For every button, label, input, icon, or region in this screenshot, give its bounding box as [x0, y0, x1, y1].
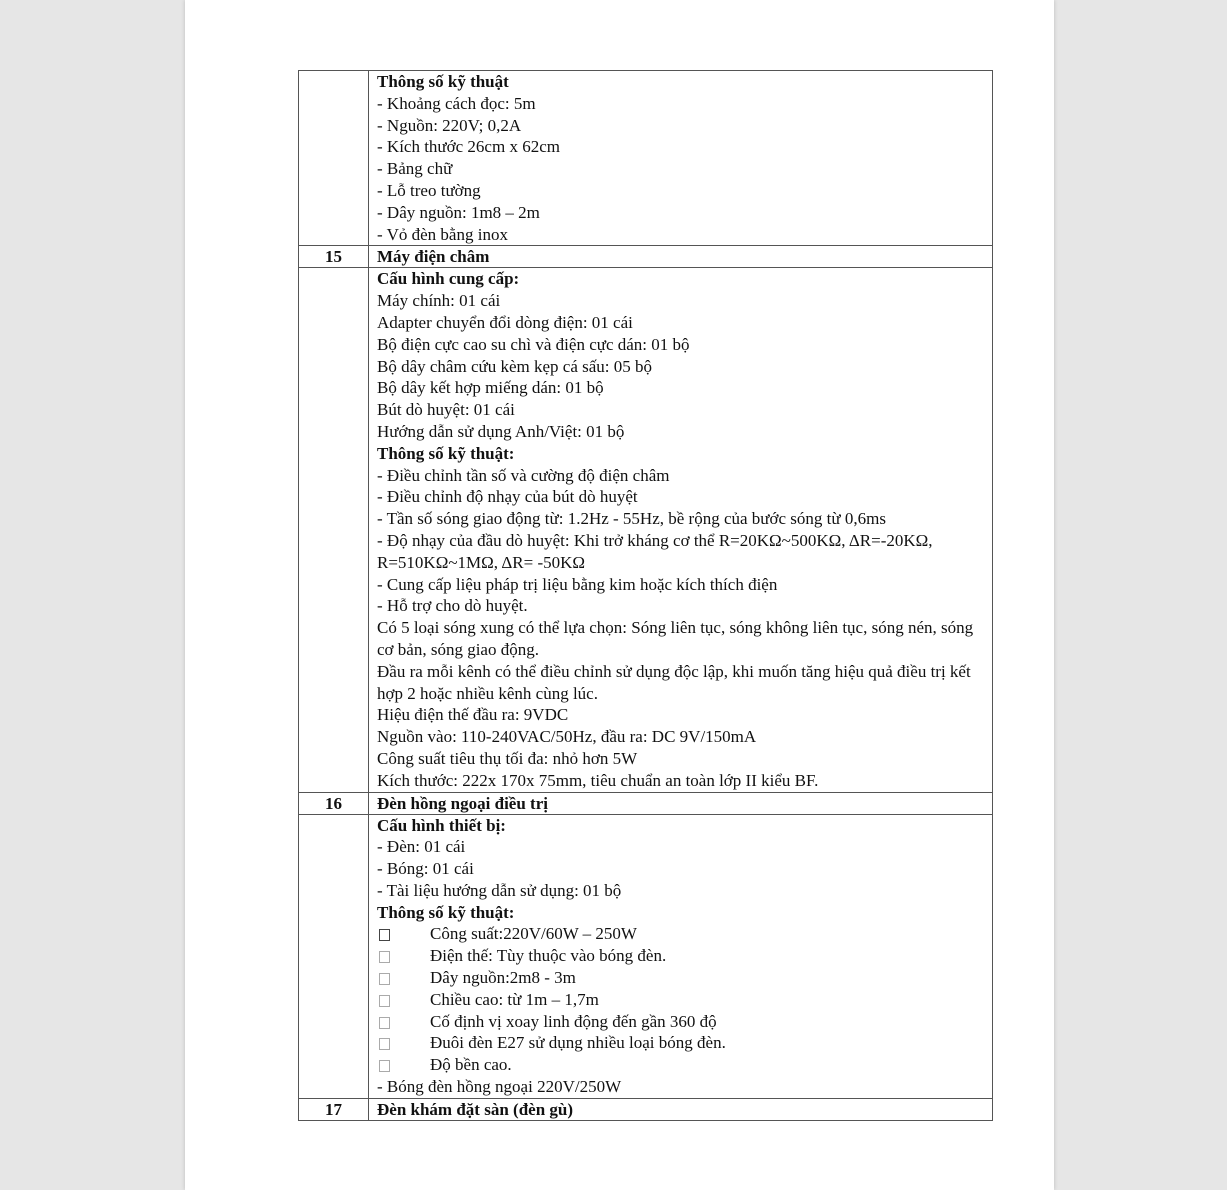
bullet-item — [377, 967, 982, 989]
bullet-item — [377, 1054, 982, 1076]
item-number — [299, 71, 369, 246]
spec-line: - Bảng chữ — [377, 159, 453, 179]
spec-line: - Tài liệu hướng dẫn sử dụng: 01 bộ — [377, 880, 622, 900]
item-title: Đèn hồng ngoại điều trị — [369, 792, 993, 814]
spec-line: Công suất tiêu thụ tối đa: nhỏ hơn 5W — [377, 748, 638, 768]
spec-line: Hiệu điện thế đầu ra: 9VDC — [377, 705, 569, 725]
spec-line: - Cung cấp liệu pháp trị liệu bằng kim hoặc kích thích điện — [377, 574, 778, 594]
spec-line: - Vỏ đèn bằng inox — [377, 224, 508, 244]
item-detail-row — [299, 268, 993, 792]
spec-line: - Nguồn: 220V; 0,2A — [377, 115, 522, 135]
spec-line: Đầu ra mỗi kênh có thể điều chỉnh sử dụng độc lập, khi muốn tăng hiệu quả điều trị kết hợp 2 hoặc nhiều kênh cùng lúc. — [377, 661, 971, 703]
item-number: 17 — [299, 1098, 369, 1120]
spec-line: - Dây nguồn: 1m8 – 2m — [377, 202, 540, 222]
spec-line: Hướng dẫn sử dụng Anh/Việt: 01 bộ — [377, 421, 625, 441]
bullet-text: Đuôi đèn E27 sử dụng nhiều loại bóng đèn. — [430, 1033, 726, 1053]
spec-line: - Bóng đèn hồng ngoại 220V/250W — [377, 1077, 622, 1097]
spec-line: - Điều chỉnh tần số và cường độ điện châm — [377, 465, 670, 485]
item-number: 16 — [299, 792, 369, 814]
spec-line: Bộ dây châm cứu kèm kẹp cá sấu: 05 bộ — [377, 356, 652, 376]
bullet-text: Điện thế: Tùy thuộc vào bóng đèn. — [430, 946, 667, 966]
spec-line: Bộ dây kết hợp miếng dán: 01 bộ — [377, 378, 604, 398]
spec-line: - Tần số sóng giao động từ: 1.2Hz - 55Hz, bề rộng của bước sóng từ 0,6ms — [377, 509, 886, 529]
item-specifications — [369, 268, 993, 792]
square-bullet-icon — [379, 995, 390, 1007]
square-bullet-icon — [379, 1017, 390, 1029]
square-bullet-icon — [379, 951, 390, 963]
square-bullet-icon — [379, 1060, 390, 1072]
spec-line: - Bóng: 01 cái — [377, 859, 474, 879]
section-heading: Cấu hình thiết bị: — [377, 815, 506, 835]
bullet-item — [377, 945, 982, 967]
bullet-text: Dây nguồn:2m8 - 3m — [430, 968, 576, 988]
section-heading: Thông số kỹ thuật: — [377, 902, 515, 922]
item-specifications — [369, 71, 993, 246]
spec-line: - Kích thước 26cm x 62cm — [377, 137, 560, 157]
section-heading: Thông số kỹ thuật — [377, 72, 509, 91]
square-bullet-icon — [379, 1038, 390, 1050]
square-bullet-icon — [379, 973, 390, 985]
item-detail-row — [299, 71, 993, 246]
equipment-spec-table — [298, 70, 993, 1121]
item-detail-row — [299, 814, 993, 1098]
item-title: Đèn khám đặt sàn (đèn gù) — [369, 1098, 993, 1120]
bullet-text: Cố định vị xoay linh động đến gần 360 độ — [430, 1011, 717, 1031]
item-header-row — [299, 792, 993, 814]
item-number: 15 — [299, 246, 369, 268]
bullet-text: Độ bền cao. — [430, 1055, 512, 1075]
bullet-item — [377, 1032, 982, 1054]
spec-line: - Điều chỉnh độ nhạy của bút dò huyệt — [377, 487, 638, 507]
spec-line: - Đèn: 01 cái — [377, 837, 466, 857]
bullet-item — [377, 989, 982, 1011]
document-page — [185, 0, 1054, 1190]
bullet-text: Công suất:220V/60W – 250W — [430, 924, 637, 944]
spec-line: - Khoảng cách đọc: 5m — [377, 93, 536, 113]
spec-line: Có 5 loại sóng xung có thể lựa chọn: Sóng liên tục, sóng không liên tục, sóng nén, sóng cơ bản, sóng giao động. — [377, 618, 974, 659]
item-title: Máy điện châm — [369, 246, 993, 268]
spec-line: - Lỗ treo tường — [377, 180, 481, 200]
section-heading: Thông số kỹ thuật: — [377, 443, 515, 463]
spec-line: - Hỗ trợ cho dò huyệt. — [377, 596, 528, 616]
bullet-item — [377, 1011, 982, 1033]
item-number — [299, 814, 369, 1098]
spec-line: Nguồn vào: 110-240VAC/50Hz, đầu ra: DC 9V/150mA — [377, 727, 757, 747]
square-bullet-icon — [379, 929, 390, 941]
spec-line: - Độ nhạy của đầu dò huyệt: Khi trở kháng cơ thể R=20KΩ~500KΩ, ΔR=-20KΩ, R=510KΩ~1MΩ, ΔR= -50KΩ — [377, 530, 933, 572]
bullet-item — [377, 923, 982, 945]
item-number — [299, 268, 369, 792]
item-specifications — [369, 814, 993, 1098]
spec-line: Kích thước: 222x 170x 75mm, tiêu chuẩn an toàn lớp II kiểu BF. — [377, 770, 819, 790]
spec-line: Adapter chuyển đổi dòng điện: 01 cái — [377, 312, 633, 332]
item-header-row — [299, 246, 993, 268]
bullet-text: Chiều cao: từ 1m – 1,7m — [430, 989, 599, 1009]
section-heading: Cấu hình cung cấp: — [377, 269, 520, 289]
spec-line: Bút dò huyệt: 01 cái — [377, 400, 515, 420]
spec-line: Bộ điện cực cao su chì và điện cực dán: 01 bộ — [377, 334, 690, 354]
spec-line: Máy chính: 01 cái — [377, 291, 501, 311]
item-header-row — [299, 1098, 993, 1120]
